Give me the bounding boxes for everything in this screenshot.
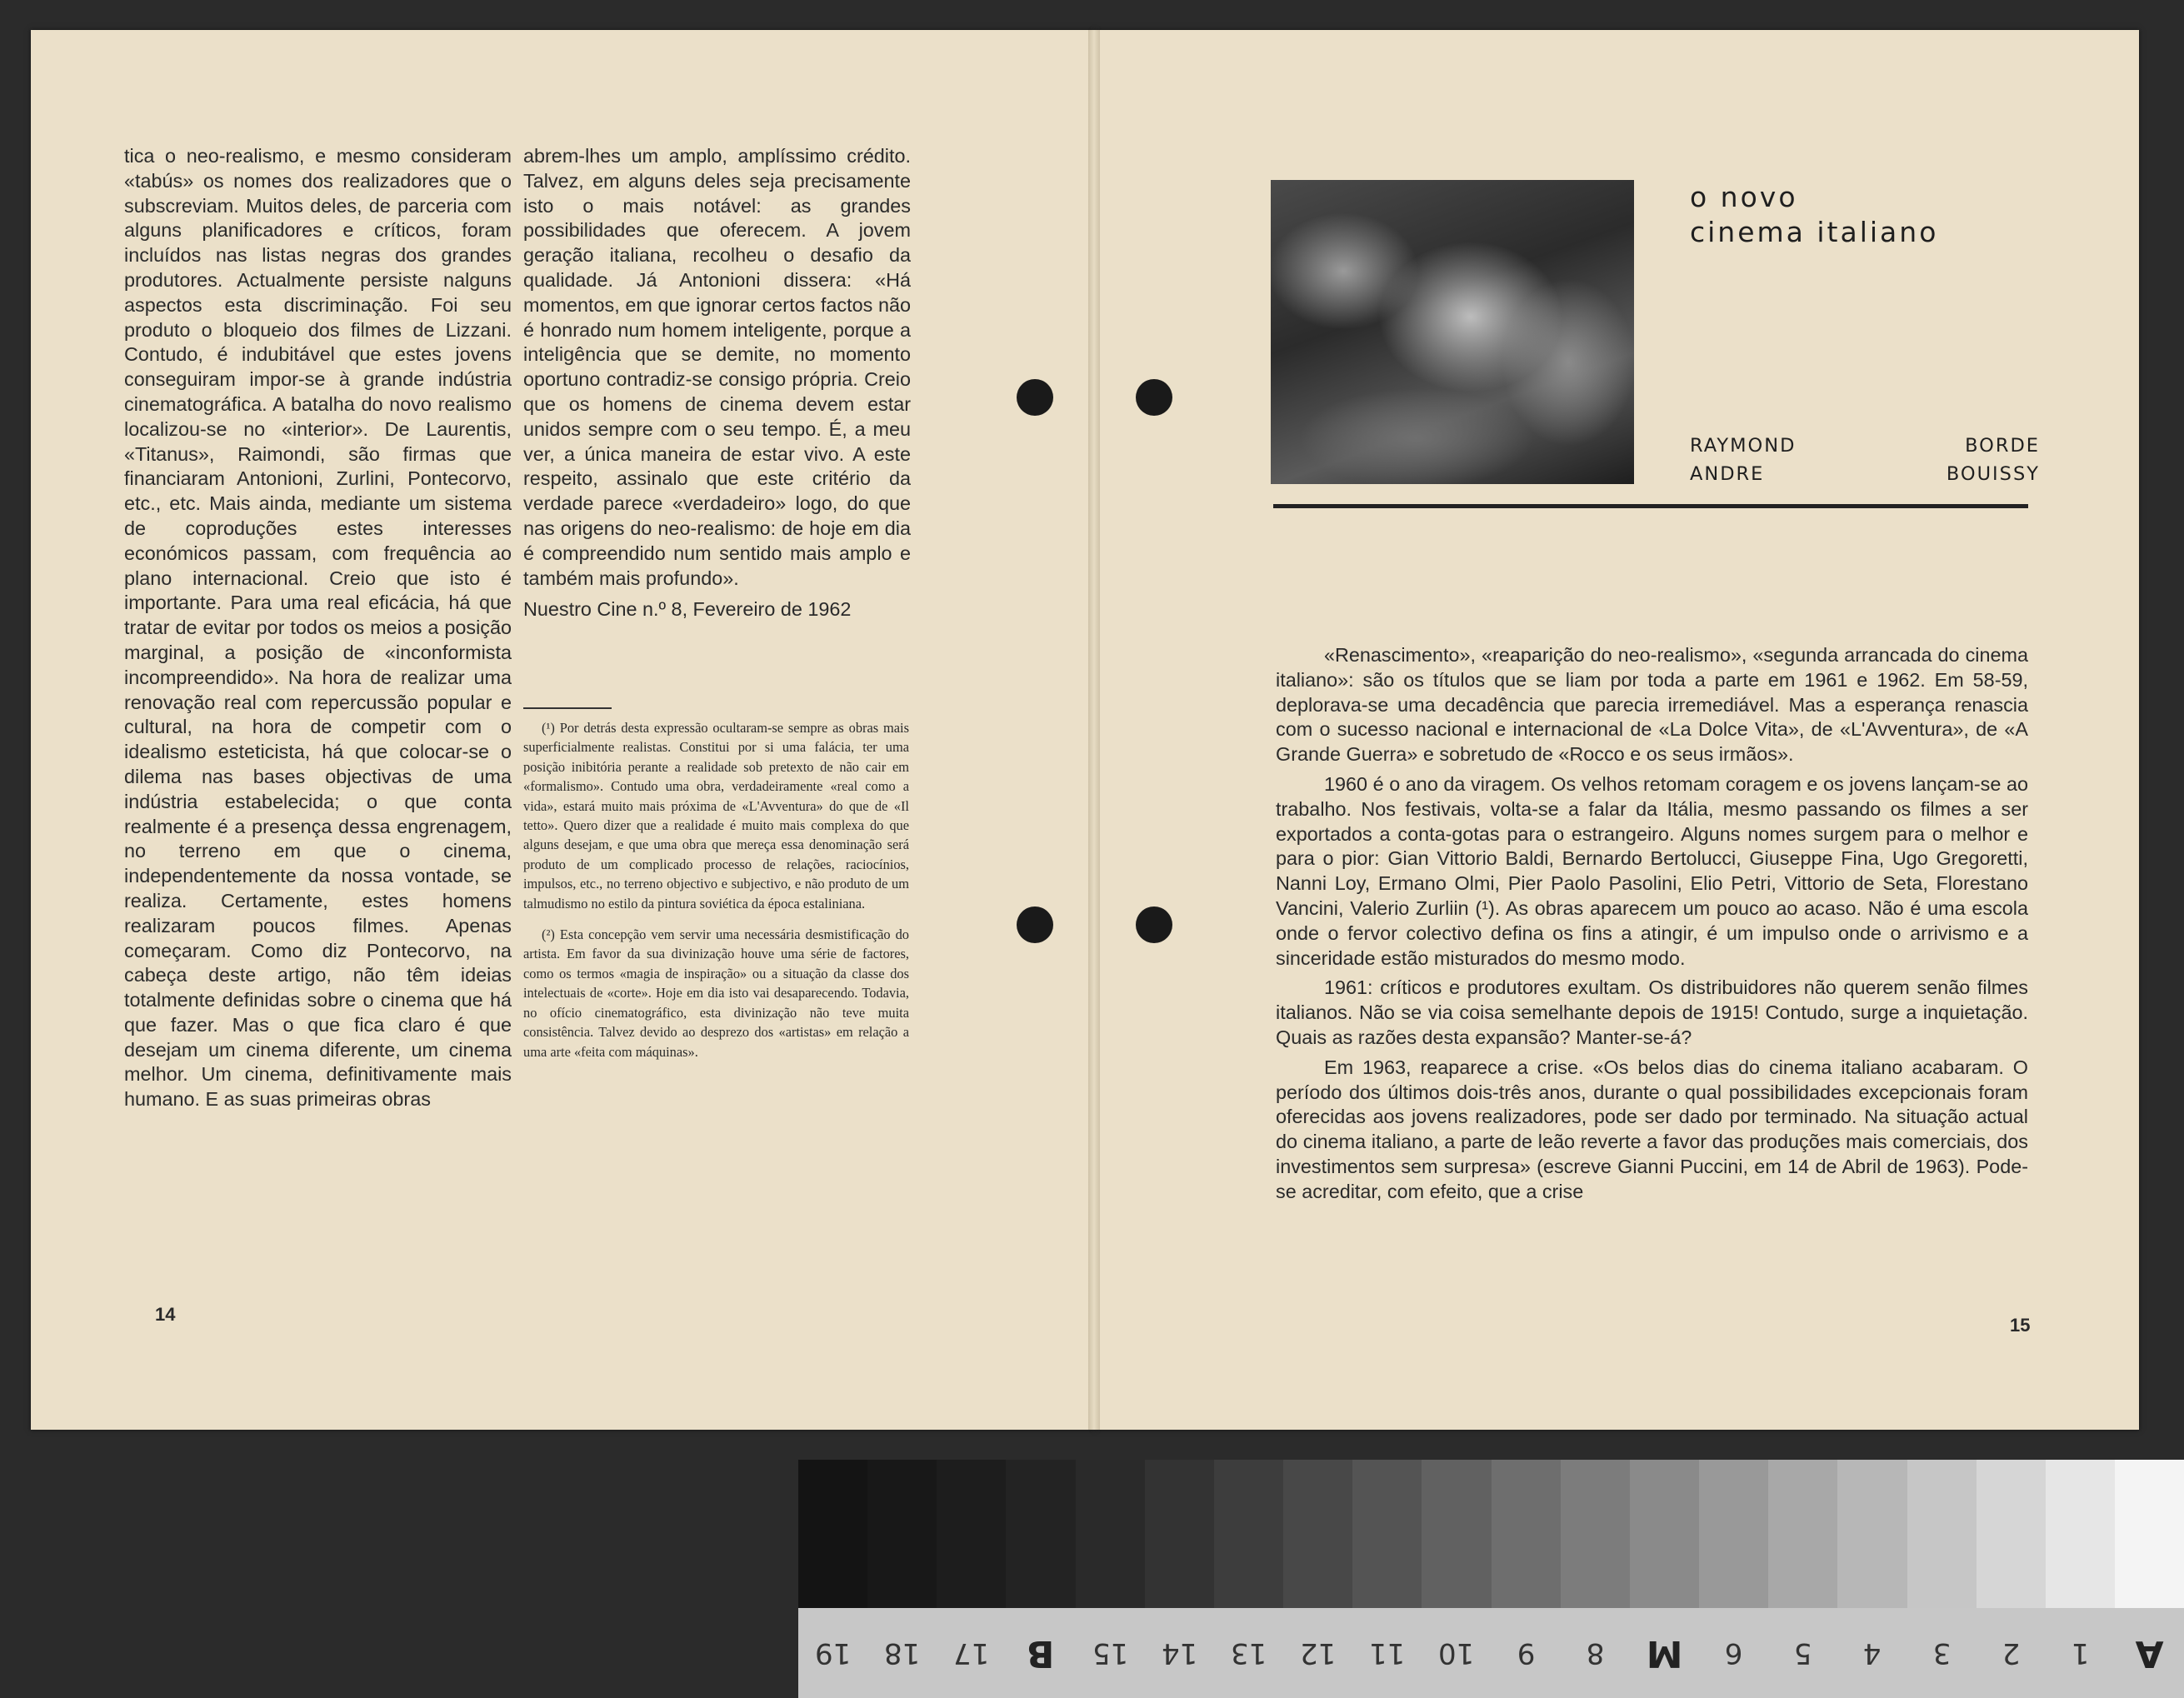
grayscale-swatch bbox=[1006, 1460, 1075, 1608]
grayscale-label: 13 bbox=[1230, 1636, 1267, 1670]
right-paragraph-3: 1961: críticos e produtores exultam. Os distribuidores não querem senão filmes italianos. Não se via coisa semelhante depois de 1915! Contudo, surge a inquietação. Quais as razões desta expansão? Manter-se-á? bbox=[1276, 976, 2028, 1048]
book-spine bbox=[1088, 30, 1100, 1430]
grayscale-swatch bbox=[1145, 1460, 1214, 1608]
page-number-left: 14 bbox=[155, 1304, 176, 1325]
right-paragraph-2: 1960 é o ano da viragem. Os velhos retomam coragem e os jovens lançam-se ao trabalho. Nos festivais, volta-se a falar da Itália, mesmo passando os filmes a ser exportados a conta-gotas para o estrangeiro. Alguns nomes surgem para o melhor e para o pior: Gian Vittorio Baldi, Bernardo Bertolucci, Giuseppe Fina, Ugo Gregoretti, Nanni Loy, Ermano Olmi, Pier Paolo Pasolini, Elio Petri, Vittorio de Seta, Florestano Vancini, Valerio Zurliin (¹). As obras aparecem um pouco ao acaso. Não é uma escola onde o fervor colectivo defina os fins a atingir, é um impulso onde o arrivismo e a sinceridade estão misturados do mesmo modo. bbox=[1276, 772, 2028, 969]
grayscale-swatch bbox=[1352, 1460, 1422, 1608]
grayscale-label: 8 bbox=[1586, 1636, 1605, 1670]
author-2: ANDRE BOUISSY bbox=[1690, 463, 2040, 485]
grayscale-label: 17 bbox=[953, 1636, 990, 1670]
article-authors bbox=[1690, 432, 2040, 488]
footnote-1: (¹) Por detrás desta expressão ocultaram-se sempre as obras mais superficialmente realistas. Constitui por si uma falácia, ter uma posição inibitória perante a realidade sob pretexto de não cair em «formalismo». Contudo uma obra, verdadeiramente «real como a vida», estará muito mais próxima de «L'Avventura» do que de «Il tetto». Quero dizer que a realidade é muito mais complexa do que alguns desejam, e que uma obra que mereça essa denominação será produto de um complicado processo de relações, raciocínios, impulsos, etc., no terreno objectivo e subjectivo, e não produto de um talmudismo no estilo da pintura soviética da época estaliniana. bbox=[523, 720, 909, 911]
grayscale-label: 6 bbox=[1724, 1636, 1743, 1670]
grayscale-swatch bbox=[1977, 1460, 2046, 1608]
right-column bbox=[1276, 643, 2028, 1210]
grayscale-swatch bbox=[1076, 1460, 1145, 1608]
grayscale-swatch bbox=[1492, 1460, 1561, 1608]
article-title bbox=[1690, 180, 2040, 250]
grayscale-swatch bbox=[1283, 1460, 1352, 1608]
grayscale-label: B bbox=[1027, 1631, 1055, 1675]
grayscale-swatch bbox=[1699, 1460, 1768, 1608]
source-citation: Nuestro Cine n.º 8, Fevereiro de 1962 bbox=[523, 598, 852, 621]
grayscale-swatch bbox=[2046, 1460, 2115, 1608]
film-still-photo bbox=[1271, 180, 1634, 484]
grayscale-label: 15 bbox=[1092, 1636, 1128, 1670]
grayscale-label: 12 bbox=[1300, 1636, 1337, 1670]
footnote-rule bbox=[523, 707, 612, 709]
grayscale-swatch bbox=[1630, 1460, 1699, 1608]
right-paragraph-1: «Renascimento», «reaparição do neo-realismo», «segunda arrancada do cinema italiano»: são os títulos que se liam por toda a parte em 1961 e 1962. Em 58-59, deplorava-se uma decadência que parecia irremediável. Mas a esperança renascia com o sucesso nacional e internacional de «La Dolce Vita», de «L'Avventura», de «A Grande Guerra» e sobretudo de «Rocco e os seus irmãos». bbox=[1276, 644, 2028, 766]
footnote-2: (²) Esta concepção vem servir uma necessária desmistificação do artista. Em favor da sua divinização houve uma série de factores, como os termos «magia de inspiração» ou a situação da classe dos intelectuais de «corte». Hoje em dia isto vai desaparecendo. Todavia, no ofício cinematográfico, esta divinização não teve muita consistência. Talvez devido ao desprezo dos «artistas» em relação a uma arte «feita com máquinas». bbox=[523, 926, 909, 1060]
grayscale-label: 3 bbox=[1932, 1636, 1951, 1670]
grayscale-label: 9 bbox=[1517, 1636, 1535, 1670]
binding-hole bbox=[1017, 379, 1053, 416]
grayscale-swatch bbox=[798, 1460, 867, 1608]
grayscale-label: M bbox=[1646, 1631, 1683, 1675]
grayscale-swatches bbox=[798, 1460, 2184, 1608]
left-column-1 bbox=[124, 144, 512, 1112]
article-title-line-2: cinema italiano bbox=[1690, 216, 1939, 248]
article-title-line-1: o novo bbox=[1690, 181, 1798, 213]
left-column-1-text: tica o neo-realismo, e mesmo consideram «tabús» os nomes dos realizadores que o subscreviam. Muitos deles, de parceria com alguns planificadores e críticos, foram incluídos nas listas negras dos grandes produtores. Actualmente persiste nalguns aspectos esta discriminação. Foi seu produto o bloqueio dos filmes de Lizzani. Contudo, é indubitável que estes jovens conseguiram impor-se à grande indústria cinematográfica. A batalha do novo realismo localizou-se no «interior». De Laurentis, «Titanus», Raimondi, são firmas que financiaram Antonioni, Zurlini, Pontecorvo, etc., etc. Mais ainda, mediante um sistema de coproduções estes interesses económicos passam, com frequência ao plano internacional. Creio que isto é importante. Para uma real eficácia, há que tratar de evitar por todos os meios a posição marginal, a posição de «inconformista incompreendido». Na hora de realizar uma renovação real com repercussão popular e cultural, na hora de competir com o idealismo esteticista, há que colocar-se o dilema nas bases objectivas de uma indústria estabelecida; o que conta realmente é a presença dessa engrenagem, no terreno em que o cinema, independentemente da nossa vontade, se realiza. Certamente, estes homens realizaram poucos filmes. Apenas começaram. Como diz Pontecorvo, na cabeça deste artigo, não têm ideias totalmente definidas sobre o cinema que há que fazer. Mas o que fica claro é que desejam um cinema diferente, um cinema melhor. Um cinema, definitivamente mais humano. E as suas primeiras obras bbox=[124, 145, 512, 1111]
grayscale-label: 4 bbox=[1863, 1636, 1882, 1670]
right-paragraph-4: Em 1963, reaparece a crise. «Os belos dias do cinema italiano acabaram. O período dos últimos dois-três anos, durante o qual possibilidades excepcionais foram oferecidas aos jovens realizadores, pode ser dado por terminado. Na situação actual do cinema italiano, a parte de leão reverte a favor das produções mais comerciais, dos investimentos sem surpresa» (escreve Gianni Puccini, em 14 de Abril de 1963). Pode-se acreditar, com efeito, que a crise bbox=[1276, 1056, 2028, 1202]
page-number-right: 15 bbox=[2010, 1315, 2031, 1336]
grayscale-swatch bbox=[2115, 1460, 2184, 1608]
grayscale-swatch bbox=[1422, 1460, 1491, 1608]
grayscale-labels bbox=[798, 1608, 2184, 1698]
binding-hole bbox=[1136, 906, 1172, 943]
grayscale-label: 10 bbox=[1438, 1636, 1475, 1670]
footnotes bbox=[523, 718, 909, 1073]
binding-hole bbox=[1136, 379, 1172, 416]
left-column-2 bbox=[523, 144, 911, 622]
grayscale-label: 5 bbox=[1793, 1636, 1812, 1670]
grayscale-label: A bbox=[2135, 1631, 2164, 1675]
grayscale-label: 18 bbox=[884, 1636, 921, 1670]
grayscale-swatch bbox=[867, 1460, 937, 1608]
grayscale-swatch bbox=[1907, 1460, 1977, 1608]
grayscale-color-chart bbox=[798, 1460, 2184, 1698]
grayscale-label: 1 bbox=[2071, 1636, 2090, 1670]
title-rule bbox=[1273, 504, 2028, 508]
grayscale-swatch bbox=[937, 1460, 1006, 1608]
grayscale-swatch bbox=[1837, 1460, 1907, 1608]
grayscale-label: 11 bbox=[1369, 1636, 1406, 1670]
binding-hole bbox=[1017, 906, 1053, 943]
grayscale-label: 19 bbox=[814, 1636, 852, 1670]
grayscale-label: 14 bbox=[1161, 1636, 1197, 1670]
grayscale-swatch bbox=[1768, 1460, 1837, 1608]
grayscale-swatch bbox=[1561, 1460, 1630, 1608]
left-column-2-text: abrem-lhes um amplo, amplíssimo crédito. Talvez, em alguns deles seja precisamente isto o mais notável: as grandes possibilidades que oferecem. A jovem geração italiana, recolheu o desafio da qualidade. Já Antonioni dissera: «Há momentos, em que ignorar certos factos não é honrado num homem inteligente, porque a inteligência que se demite, no momento oportuno contradiz-se consigo própria. Creio que os homens de cinema devem estar unidos sempre com o seu tempo. É, a meu ver, a única maneira de estar vivo. A este respeito, assinalo que este critério da verdade parece «verdadeiro» logo, do que nas origens do neo-realismo: de hoje em dia é compreendido num sentido mais amplo e também mais profundo». bbox=[523, 145, 911, 589]
grayscale-label: 2 bbox=[2002, 1636, 2021, 1670]
author-1: RAYMOND BORDE bbox=[1690, 435, 2040, 457]
grayscale-swatch bbox=[1214, 1460, 1283, 1608]
